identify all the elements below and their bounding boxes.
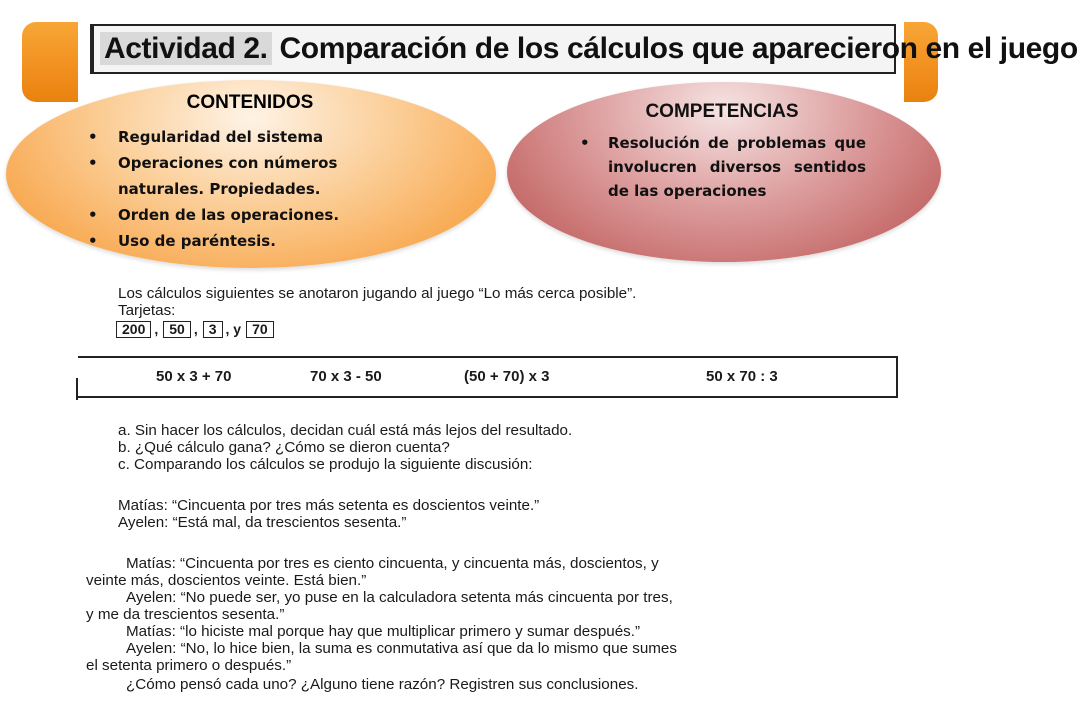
dialogue-line: Matías: “Cincuenta por tres más setenta es doscientos veinte.” bbox=[118, 497, 540, 514]
card: 70 bbox=[246, 321, 274, 338]
dialogue-line: Matías: “Cincuenta por tres es ciento cincuenta, y cincuenta más, doscientos, y bbox=[126, 555, 659, 572]
card: 50 bbox=[163, 321, 191, 338]
activity-title bbox=[90, 24, 1078, 74]
question: b. ¿Qué cálculo gana? ¿Cómo se dieron cuenta? bbox=[118, 439, 450, 456]
contenidos-item-text-cont: naturales. Propiedades. bbox=[118, 180, 321, 198]
dialogue-line: Ayelen: “No puede ser, yo puse en la calculadora setenta más cincuenta por tres, bbox=[126, 589, 673, 606]
calculation: 50 x 3 + 70 bbox=[156, 368, 232, 385]
cards-row: 200 , 50 , 3 , y 70 bbox=[116, 321, 276, 341]
contenidos-item bbox=[88, 202, 408, 228]
contenidos-heading: CONTENIDOS bbox=[186, 92, 314, 113]
competencias-item: Resolución de problemas que involucren diversos sentidos de las operaciones bbox=[608, 134, 866, 200]
calculation: 70 x 3 - 50 bbox=[310, 368, 382, 385]
contenidos-item-text: Operaciones con números bbox=[118, 154, 338, 172]
contenidos-item-text: Orden de las operaciones. bbox=[118, 206, 340, 224]
competencias-heading: COMPETENCIAS bbox=[645, 101, 799, 122]
contenidos-item bbox=[88, 124, 408, 150]
dialogue-line: Ayelen: “Está mal, da trescientos sesenta.” bbox=[118, 514, 407, 531]
dialogue-line: Matías: “lo hiciste mal porque hay que multiplicar primero y sumar después.” bbox=[126, 623, 641, 640]
contenidos-item-text: Uso de paréntesis. bbox=[118, 232, 276, 250]
activity-title-text: Comparación de los cálculos que aparecieron en el juego bbox=[279, 32, 1078, 65]
calculation: (50 + 70) x 3 bbox=[464, 368, 550, 385]
cards-label: Tarjetas: bbox=[118, 302, 176, 319]
dialogue-line: Ayelen: “No, lo hice bien, la suma es conmutativa así que da lo mismo que sumes bbox=[126, 640, 677, 657]
contenidos-item bbox=[88, 150, 408, 202]
question: c. Comparando los cálculos se produjo la siguiente discusión: bbox=[118, 456, 533, 473]
contenidos-item-text: Regularidad del sistema bbox=[118, 128, 324, 146]
dialogue-line: y me da trescientos sesenta.” bbox=[86, 606, 285, 623]
contenidos-item bbox=[88, 228, 408, 254]
contenidos-list bbox=[88, 124, 408, 254]
card: 200 bbox=[116, 321, 151, 338]
competencias-list bbox=[580, 131, 866, 203]
intro-text: Los cálculos siguientes se anotaron jugando al juego “Lo más cerca posible”. bbox=[118, 285, 637, 302]
card: 3 bbox=[203, 321, 223, 338]
calculation: 50 x 70 : 3 bbox=[706, 368, 778, 385]
calculations-table bbox=[78, 356, 898, 398]
dialogue-line: veinte más, doscientos veinte. Está bien.” bbox=[86, 572, 367, 589]
question: a. Sin hacer los cálculos, decidan cuál está más lejos del resultado. bbox=[118, 422, 573, 439]
activity-number: Actividad 2. bbox=[100, 32, 272, 65]
cards-and: , y bbox=[225, 321, 242, 337]
dialogue-line: el setenta primero o después.” bbox=[86, 657, 292, 674]
closing-question: ¿Cómo pensó cada uno? ¿Alguno tiene razón? Registren sus conclusiones. bbox=[126, 676, 639, 693]
bullet-icon: • bbox=[580, 134, 590, 152]
